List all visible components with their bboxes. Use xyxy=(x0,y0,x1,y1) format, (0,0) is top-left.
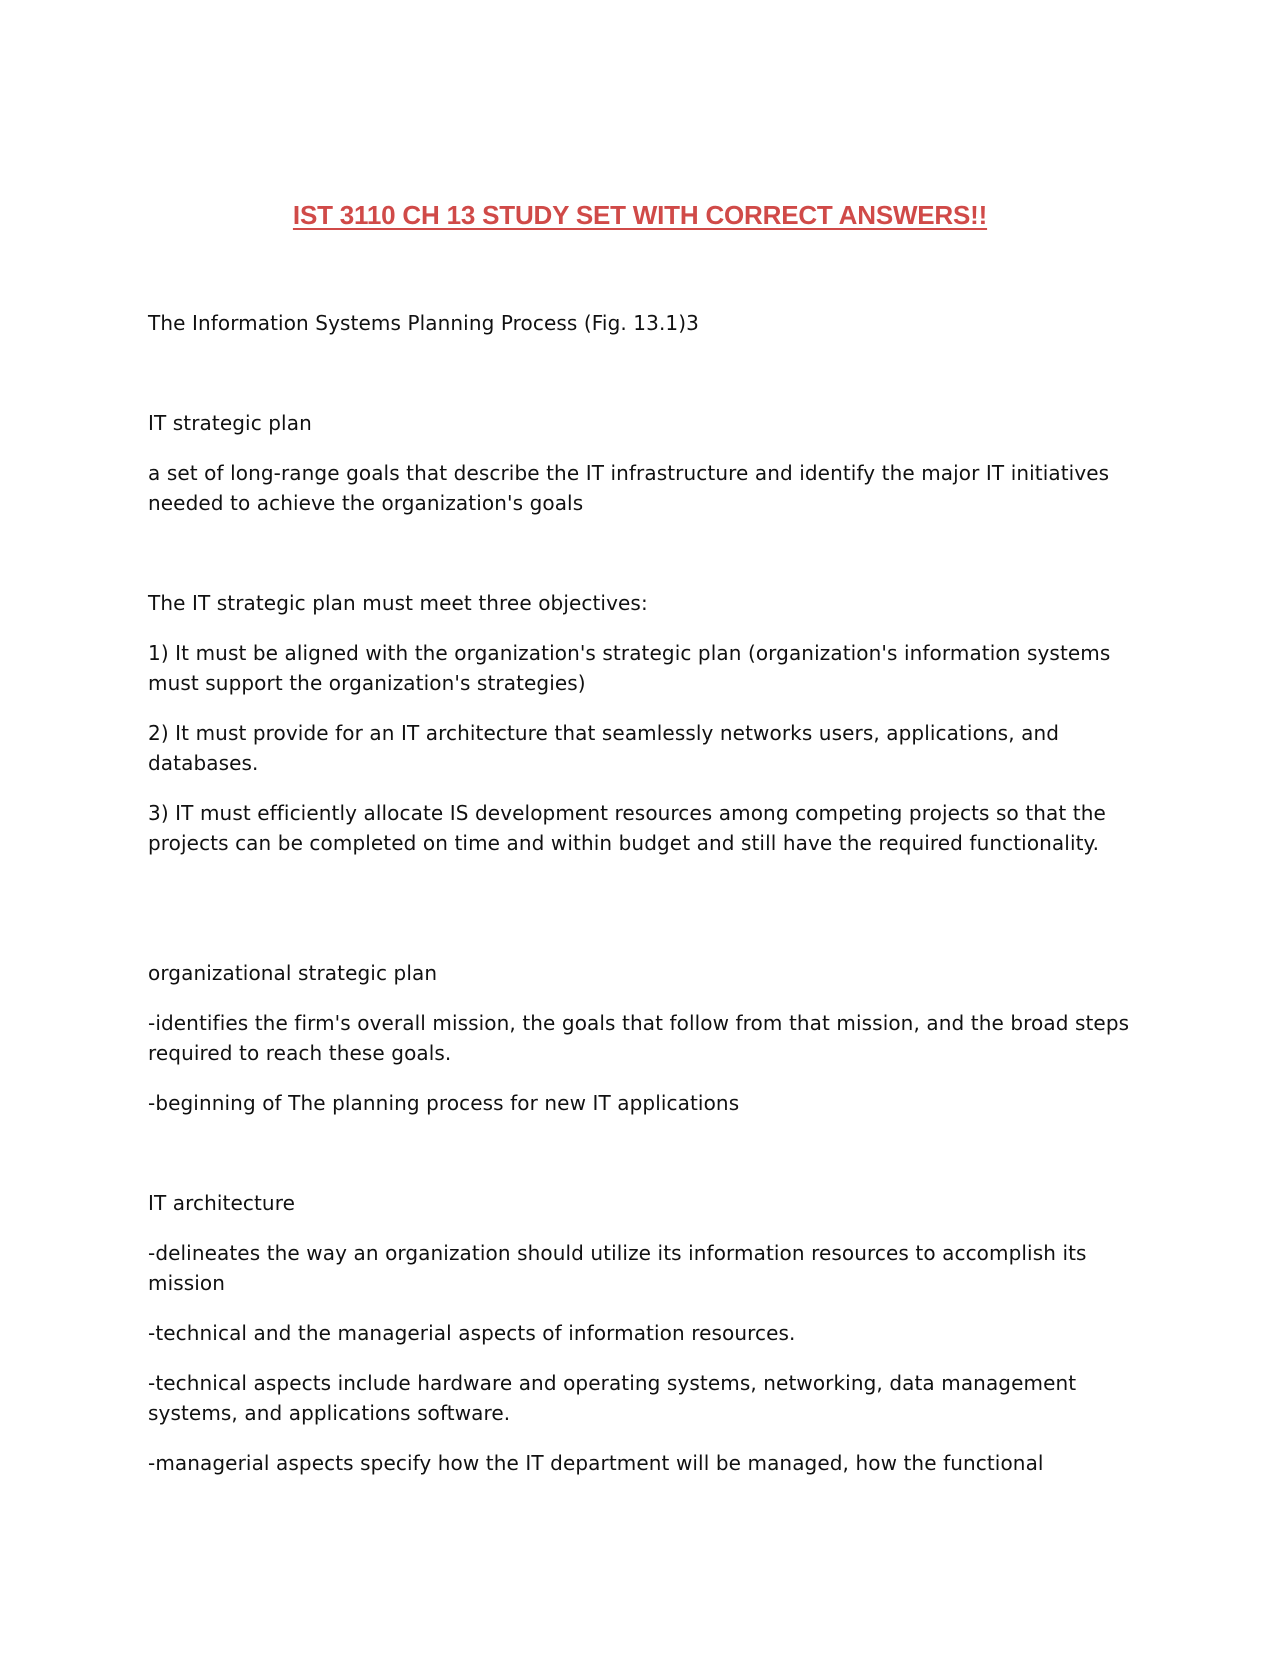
definition-it-architecture-3: -technical aspects include hardware and operating systems, networking, data management systems, and applications software. xyxy=(148,1371,1077,1425)
definition-it-architecture-4: -managerial aspects specify how the IT department will be managed, how the functional xyxy=(148,1451,1044,1475)
document-title: IST 3110 CH 13 STUDY SET WITH CORRECT ANSWERS!! xyxy=(292,200,988,230)
term-organizational-strategic-plan: organizational strategic plan xyxy=(148,961,438,985)
section-heading: The Information Systems Planning Process (Fig. 13.1)3 xyxy=(148,311,699,335)
objective-1: 1) It must be aligned with the organization's strategic plan (organization's information systems must support the organization's strategies) xyxy=(148,641,1111,695)
definition-it-architecture-1: -delineates the way an organization should utilize its information resources to accomplish its mission xyxy=(148,1241,1087,1295)
definition-organizational-strategic-plan-2: -beginning of The planning process for new IT applications xyxy=(148,1091,740,1115)
definition-organizational-strategic-plan-1: -identifies the firm's overall mission, the goals that follow from that mission, and the broad steps required to reach these goals. xyxy=(148,1011,1130,1065)
term-it-strategic-plan: IT strategic plan xyxy=(148,411,312,435)
definition-it-architecture-2: -technical and the managerial aspects of information resources. xyxy=(148,1321,796,1345)
term-it-architecture: IT architecture xyxy=(148,1191,295,1215)
term-three-objectives: The IT strategic plan must meet three objectives: xyxy=(148,591,648,615)
objective-2: 2) It must provide for an IT architecture that seamlessly networks users, applications, and databases. xyxy=(148,721,1060,775)
objective-3: 3) IT must efficiently allocate IS development resources among competing projects so that the projects can be completed on time and within budget and still have the required functionality. xyxy=(148,801,1106,855)
definition-it-strategic-plan: a set of long-range goals that describe the IT infrastructure and identify the major IT initiatives needed to achieve the organization's goals xyxy=(148,461,1110,515)
